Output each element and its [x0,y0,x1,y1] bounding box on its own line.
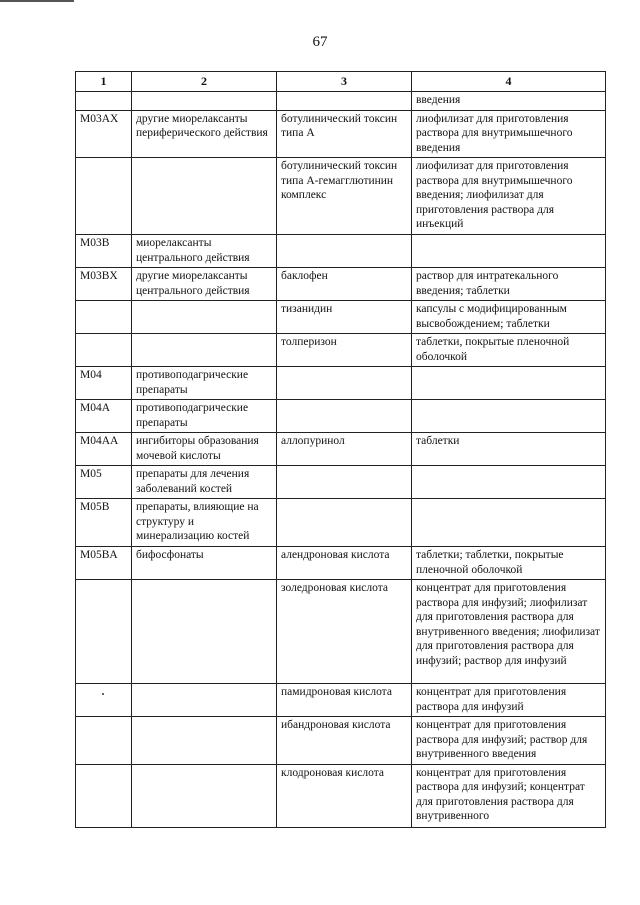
table-row [76,268,606,301]
table-row [76,433,606,466]
table-row [76,764,606,827]
table-row [76,499,606,547]
group-cell: другие миорелаксанты центрального действия [132,268,277,301]
group-cell [132,334,277,367]
drug-cell [277,235,412,268]
table-row [76,466,606,499]
dosage-form-cell: концентрат для приготовления раствора для инфузий; концентрат для приготовления раствора для внутривенного [412,764,606,827]
table-row [76,580,606,684]
dosage-form-cell: лиофилизат для приготовления раствора для внутримышечного введения [412,110,606,158]
drug-cell: ботулинический токсин типа А [277,110,412,158]
table-row [76,367,606,400]
header-col-2: 2 [132,72,277,92]
group-cell [132,301,277,334]
dosage-form-cell: введения [412,92,606,111]
atc-code-cell [76,334,132,367]
drug-cell: ибандроновая кислота [277,717,412,765]
group-cell [132,580,277,684]
drug-cell: золедроновая кислота [277,580,412,684]
table-row [76,301,606,334]
dosage-form-cell: таблетки, покрытые пленочной оболочкой [412,334,606,367]
table-row [76,400,606,433]
dosage-form-cell: концентрат для приготовления раствора для инфузий [412,684,606,717]
group-cell: другие миорелаксанты периферического действия [132,110,277,158]
dosage-form-cell: концентрат для приготовления раствора для инфузий; раствор для внутривенного введения [412,717,606,765]
group-cell: ингибиторы образования мочевой кислоты [132,433,277,466]
atc-code-cell: M04AA [76,433,132,466]
drug-cell [277,466,412,499]
atc-code-cell: M04 [76,367,132,400]
group-cell [132,717,277,765]
table-row [76,110,606,158]
atc-code-cell: M03BX [76,268,132,301]
drug-cell: памидроновая кислота [277,684,412,717]
header-col-4: 4 [412,72,606,92]
dosage-form-cell: концентрат для приготовления раствора для инфузий; лиофилизат для приготовления раствора для внутривенного введения; лиофилизат для приготовления раствора для инфузий; раствор для инфузий [412,580,606,684]
atc-code-cell [76,158,132,235]
atc-code-cell: M05 [76,466,132,499]
header-col-1: 1 [76,72,132,92]
group-cell: миорелаксанты центрального действия [132,235,277,268]
table-row [76,235,606,268]
scan-corner-mark [0,0,74,2]
atc-code-cell [76,717,132,765]
group-cell: препараты для лечения заболеваний костей [132,466,277,499]
group-cell [132,92,277,111]
drug-cell: толперизон [277,334,412,367]
atc-code-cell [76,580,132,684]
dosage-form-cell [412,235,606,268]
table-row [76,547,606,580]
dosage-form-cell [412,499,606,547]
atc-code-cell: M05B [76,499,132,547]
atc-code-cell [76,684,132,717]
group-cell: бифосфонаты [132,547,277,580]
dosage-form-cell [412,400,606,433]
table-row [76,334,606,367]
group-cell: противоподагрические препараты [132,367,277,400]
table-row [76,684,606,717]
atc-code-cell: M05BA [76,547,132,580]
dosage-form-cell: раствор для интратекального введения; таблетки [412,268,606,301]
drug-cell [277,400,412,433]
drug-cell [277,367,412,400]
scan-speck [102,693,104,695]
drug-table [75,71,606,828]
drug-cell [277,92,412,111]
atc-code-cell: M03AX [76,110,132,158]
drug-cell: тизанидин [277,301,412,334]
atc-code-cell [76,92,132,111]
group-cell [132,764,277,827]
table-row [76,158,606,235]
table-header-row [76,72,606,92]
drug-cell: алендроновая кислота [277,547,412,580]
group-cell [132,684,277,717]
group-cell: противоподагрические препараты [132,400,277,433]
atc-code-cell [76,301,132,334]
drug-cell: клодроновая кислота [277,764,412,827]
atc-code-cell: M04A [76,400,132,433]
drug-cell: баклофен [277,268,412,301]
atc-code-cell [76,764,132,827]
drug-cell: ботулинический токсин типа A-гемагглютинин комплекс [277,158,412,235]
drug-cell [277,499,412,547]
group-cell [132,158,277,235]
group-cell: препараты, влияющие на структуру и минерализацию костей [132,499,277,547]
drug-cell: аллопуринол [277,433,412,466]
table-body [76,92,606,828]
dosage-form-cell: лиофилизат для приготовления раствора для внутримышечного введения; лиофилизат для приготовления раствора для инъекций [412,158,606,235]
header-col-3: 3 [277,72,412,92]
dosage-form-cell [412,367,606,400]
dosage-form-cell: капсулы с модифицированным высвобождением; таблетки [412,301,606,334]
dosage-form-cell: таблетки [412,433,606,466]
page-number: 67 [312,34,328,50]
atc-code-cell: M03B [76,235,132,268]
table-row [76,717,606,765]
dosage-form-cell [412,466,606,499]
table-row [76,92,606,111]
dosage-form-cell: таблетки; таблетки, покрытые пленочной оболочкой [412,547,606,580]
